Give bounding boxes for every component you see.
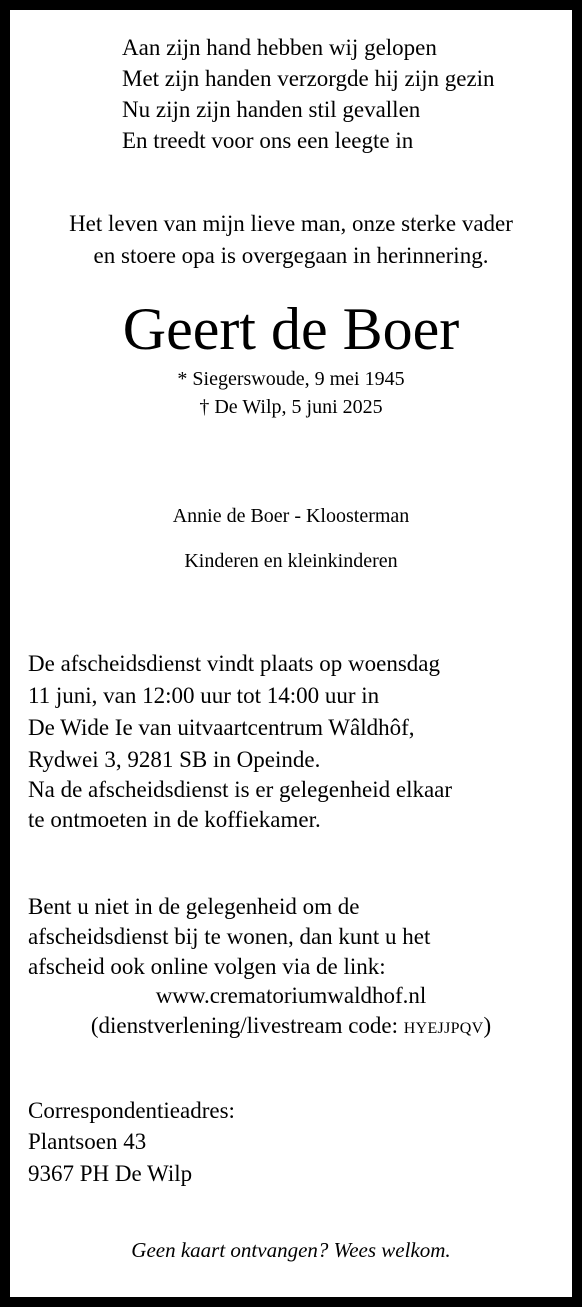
service-line: Na de afscheidsdienst is er gelegenheid elkaar <box>28 777 453 802</box>
livestream-link[interactable]: www.crematoriumwaldhof.nl <box>155 983 427 1008</box>
closing-line: Geen kaart ontvangen? Wees welkom. <box>131 1238 451 1262</box>
address-street: Plantsoen 43 <box>28 1129 147 1154</box>
service-line: De afscheidsdienst vindt plaats op woensdag <box>28 651 440 676</box>
death-line: † De Wilp, 5 juni 2025 <box>199 396 383 418</box>
poem-line: Nu zijn zijn handen stil gevallen <box>122 97 421 122</box>
service-line: te ontmoeten in de koffiekamer. <box>28 807 321 832</box>
address-label: Correspondentieadres: <box>28 1098 235 1123</box>
birth-line: * Siegerswoude, 9 mei 1945 <box>177 368 405 390</box>
intro-line: en stoere opa is overgegaan in herinnering. <box>93 243 489 268</box>
service-line: De Wide Ie van uitvaartcentrum Wâldhôf, <box>28 715 415 740</box>
online-line: afscheidsdienst bij te wonen, dan kunt u het <box>28 924 431 949</box>
intro-line: Het leven van mijn lieve man, onze sterke vader <box>69 211 513 236</box>
spouse-name: Annie de Boer - Kloosterman <box>172 505 410 527</box>
children-line: Kinderen en kleinkinderen <box>184 550 398 572</box>
online-line: Bent u niet in de gelegenheid om de <box>28 894 360 919</box>
livestream-suffix: ) <box>483 1013 492 1038</box>
livestream-code: HYEJJPQV <box>403 1020 484 1037</box>
poem-line: En treedt voor ons een leegte in <box>122 128 414 153</box>
deceased-name: Geert de Boer <box>122 296 460 362</box>
online-line: afscheid ook online volgen via de link: <box>28 954 386 979</box>
livestream-prefix: (dienstverlening/livestream code: <box>90 1013 404 1038</box>
livestream-code-line <box>10 1013 572 1042</box>
service-line: 11 juni, van 12:00 uur tot 14:00 uur in <box>28 683 380 708</box>
poem-line: Aan zijn hand hebben wij gelopen <box>122 35 437 60</box>
address-city: 9367 PH De Wilp <box>28 1161 193 1186</box>
service-line: Rydwei 3, 9281 SB in Opeinde. <box>28 747 321 772</box>
poem-line: Met zijn handen verzorgde hij zijn gezin <box>122 66 495 91</box>
